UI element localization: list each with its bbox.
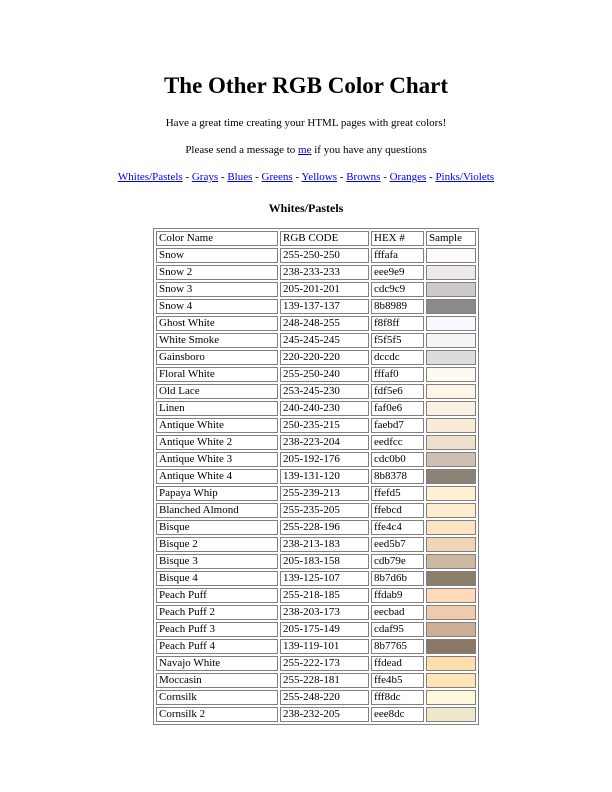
table-row <box>156 571 476 586</box>
rgb-code-cell: 255-248-220 <box>280 690 369 705</box>
color-sample-swatch <box>426 554 476 569</box>
rgb-code-cell: 245-245-245 <box>280 333 369 348</box>
rgb-code-cell: 238-213-183 <box>280 537 369 552</box>
hex-cell: ffdead <box>371 656 424 671</box>
table-row <box>156 554 476 569</box>
table-row <box>156 282 476 297</box>
color-name-cell: White Smoke <box>156 333 278 348</box>
table-row <box>156 418 476 433</box>
hex-cell: cdaf95 <box>371 622 424 637</box>
nav-link-grays[interactable]: Grays <box>191 171 219 183</box>
table-row <box>156 248 476 263</box>
rgb-code-cell: 238-233-233 <box>280 265 369 280</box>
rgb-code-cell: 255-235-205 <box>280 503 369 518</box>
nav-separator: - <box>252 171 262 183</box>
rgb-code-cell: 139-131-120 <box>280 469 369 484</box>
table-row <box>156 265 476 280</box>
rgb-code-cell: 240-240-230 <box>280 401 369 416</box>
color-sample-swatch <box>426 571 476 586</box>
table-row <box>156 333 476 348</box>
intro-text: Have a great time creating your HTML pages with great colors! <box>165 117 447 129</box>
hex-cell: fffaf0 <box>371 367 424 382</box>
rgb-code-cell: 255-222-173 <box>280 656 369 671</box>
hex-cell: eecbad <box>371 605 424 620</box>
color-name-cell: Snow 2 <box>156 265 278 280</box>
color-name-cell: Moccasin <box>156 673 278 688</box>
color-sample-swatch <box>426 350 476 365</box>
header-sample: Sample <box>426 231 476 246</box>
table-row <box>156 384 476 399</box>
table-row <box>156 316 476 331</box>
color-sample-swatch <box>426 605 476 620</box>
nav-separator: - <box>337 171 347 183</box>
nav-link-yellows[interactable]: Yellows <box>301 171 338 183</box>
color-sample-swatch <box>426 299 476 314</box>
nav-link-blues[interactable]: Blues <box>227 171 253 183</box>
color-name-cell: Snow 3 <box>156 282 278 297</box>
hex-cell: 8b8378 <box>371 469 424 484</box>
hex-cell: cdb79e <box>371 554 424 569</box>
table-row <box>156 656 476 671</box>
color-name-cell: Peach Puff 2 <box>156 605 278 620</box>
nav-separator: - <box>182 171 192 183</box>
color-name-cell: Cornsilk <box>156 690 278 705</box>
rgb-code-cell: 205-192-176 <box>280 452 369 467</box>
color-sample-swatch <box>426 520 476 535</box>
hex-cell: ffdab9 <box>371 588 424 603</box>
color-sample-swatch <box>426 486 476 501</box>
hex-cell: faebd7 <box>371 418 424 433</box>
color-sample-swatch <box>426 248 476 263</box>
hex-cell: 8b8989 <box>371 299 424 314</box>
color-name-cell: Peach Puff 3 <box>156 622 278 637</box>
color-name-cell: Ghost White <box>156 316 278 331</box>
table-row <box>156 639 476 654</box>
color-sample-swatch <box>426 265 476 280</box>
color-sample-swatch <box>426 469 476 484</box>
hex-cell: ffe4b5 <box>371 673 424 688</box>
color-sample-swatch <box>426 452 476 467</box>
color-table <box>153 228 479 725</box>
hex-cell: eee8dc <box>371 707 424 722</box>
nav-link-oranges[interactable]: Oranges <box>389 171 427 183</box>
color-name-cell: Antique White 3 <box>156 452 278 467</box>
table-row <box>156 435 476 450</box>
color-name-cell: Bisque 4 <box>156 571 278 586</box>
rgb-code-cell: 250-235-215 <box>280 418 369 433</box>
hex-cell: cdc9c9 <box>371 282 424 297</box>
color-sample-swatch <box>426 384 476 399</box>
nav-separator: - <box>218 171 228 183</box>
color-sample-swatch <box>426 418 476 433</box>
rgb-code-cell: 220-220-220 <box>280 350 369 365</box>
table-row <box>156 520 476 535</box>
rgb-code-cell: 238-223-204 <box>280 435 369 450</box>
color-sample-swatch <box>426 503 476 518</box>
color-sample-swatch <box>426 435 476 450</box>
nav-separator: - <box>426 171 436 183</box>
nav-separator: - <box>292 171 302 183</box>
hex-cell: fffafa <box>371 248 424 263</box>
color-name-cell: Peach Puff <box>156 588 278 603</box>
color-name-cell: Floral White <box>156 367 278 382</box>
rgb-code-cell: 255-228-196 <box>280 520 369 535</box>
color-sample-swatch <box>426 401 476 416</box>
table-row <box>156 707 476 722</box>
hex-cell: ffebcd <box>371 503 424 518</box>
color-sample-swatch <box>426 639 476 654</box>
color-sample-swatch <box>426 333 476 348</box>
color-sample-swatch <box>426 282 476 297</box>
table-row <box>156 588 476 603</box>
rgb-code-cell: 205-183-158 <box>280 554 369 569</box>
header-hex: HEX # <box>371 231 424 246</box>
color-sample-swatch <box>426 316 476 331</box>
table-row <box>156 469 476 484</box>
rgb-code-cell: 255-228-181 <box>280 673 369 688</box>
hex-cell: fff8dc <box>371 690 424 705</box>
color-name-cell: Navajo White <box>156 656 278 671</box>
color-name-cell: Linen <box>156 401 278 416</box>
section-title: Whites/Pastels <box>268 201 344 215</box>
hex-cell: faf0e6 <box>371 401 424 416</box>
rgb-code-cell: 255-218-185 <box>280 588 369 603</box>
nav-link-browns[interactable]: Browns <box>346 171 381 183</box>
nav-link-pinks-violets[interactable]: Pinks/Violets <box>435 171 495 183</box>
page-title: The Other RGB Color Chart <box>163 73 449 98</box>
hex-cell: f8f8ff <box>371 316 424 331</box>
color-name-cell: Antique White 2 <box>156 435 278 450</box>
nav-link-greens[interactable]: Greens <box>261 171 293 183</box>
table-row <box>156 622 476 637</box>
contact-line <box>0 144 612 156</box>
table-row <box>156 673 476 688</box>
color-sample-swatch <box>426 367 476 382</box>
rgb-code-cell: 139-125-107 <box>280 571 369 586</box>
color-name-cell: Bisque 2 <box>156 537 278 552</box>
color-sample-swatch <box>426 690 476 705</box>
hex-cell: 8b7765 <box>371 639 424 654</box>
color-sample-swatch <box>426 656 476 671</box>
table-row <box>156 503 476 518</box>
nav-separator: - <box>380 171 390 183</box>
color-name-cell: Antique White <box>156 418 278 433</box>
color-name-cell: Snow 4 <box>156 299 278 314</box>
rgb-code-cell: 205-175-149 <box>280 622 369 637</box>
hex-cell: eedfcc <box>371 435 424 450</box>
color-name-cell: Peach Puff 4 <box>156 639 278 654</box>
color-name-cell: Antique White 4 <box>156 469 278 484</box>
hex-cell: ffefd5 <box>371 486 424 501</box>
color-name-cell: Cornsilk 2 <box>156 707 278 722</box>
color-name-cell: Old Lace <box>156 384 278 399</box>
rgb-code-cell: 205-201-201 <box>280 282 369 297</box>
hex-cell: f5f5f5 <box>371 333 424 348</box>
contact-prefix: Please send a message to <box>185 144 299 156</box>
hex-cell: ffe4c4 <box>371 520 424 535</box>
rgb-code-cell: 248-248-255 <box>280 316 369 331</box>
table-row <box>156 452 476 467</box>
rgb-code-cell: 238-203-173 <box>280 605 369 620</box>
color-name-cell: Bisque <box>156 520 278 535</box>
rgb-code-cell: 139-137-137 <box>280 299 369 314</box>
color-sample-swatch <box>426 622 476 637</box>
color-sample-swatch <box>426 707 476 722</box>
category-nav <box>0 171 612 183</box>
color-name-cell: Papaya Whip <box>156 486 278 501</box>
table-row <box>156 367 476 382</box>
table-row <box>156 350 476 365</box>
hex-cell: eee9e9 <box>371 265 424 280</box>
rgb-code-cell: 139-119-101 <box>280 639 369 654</box>
color-sample-swatch <box>426 673 476 688</box>
header-color-name: Color Name <box>156 231 278 246</box>
hex-cell: eed5b7 <box>371 537 424 552</box>
color-name-cell: Blanched Almond <box>156 503 278 518</box>
hex-cell: cdc0b0 <box>371 452 424 467</box>
color-sample-swatch <box>426 537 476 552</box>
rgb-code-cell: 238-232-205 <box>280 707 369 722</box>
color-name-cell: Snow <box>156 248 278 263</box>
table-row <box>156 299 476 314</box>
table-row <box>156 537 476 552</box>
table-row <box>156 401 476 416</box>
color-name-cell: Gainsboro <box>156 350 278 365</box>
table-row <box>156 486 476 501</box>
color-rows <box>156 248 476 722</box>
contact-me-link[interactable]: me <box>298 144 312 156</box>
hex-cell: dccdc <box>371 350 424 365</box>
nav-link-whites-pastels[interactable]: Whites/Pastels <box>117 171 183 183</box>
hex-cell: fdf5e6 <box>371 384 424 399</box>
color-sample-swatch <box>426 588 476 603</box>
contact-suffix: if you have any questions <box>311 144 427 156</box>
table-row <box>156 690 476 705</box>
table-row <box>156 605 476 620</box>
rgb-code-cell: 253-245-230 <box>280 384 369 399</box>
header-rgb-code: RGB CODE <box>280 231 369 246</box>
color-name-cell: Bisque 3 <box>156 554 278 569</box>
hex-cell: 8b7d6b <box>371 571 424 586</box>
rgb-code-cell: 255-250-240 <box>280 367 369 382</box>
table-header-row <box>156 231 476 246</box>
rgb-code-cell: 255-250-250 <box>280 248 369 263</box>
rgb-code-cell: 255-239-213 <box>280 486 369 501</box>
